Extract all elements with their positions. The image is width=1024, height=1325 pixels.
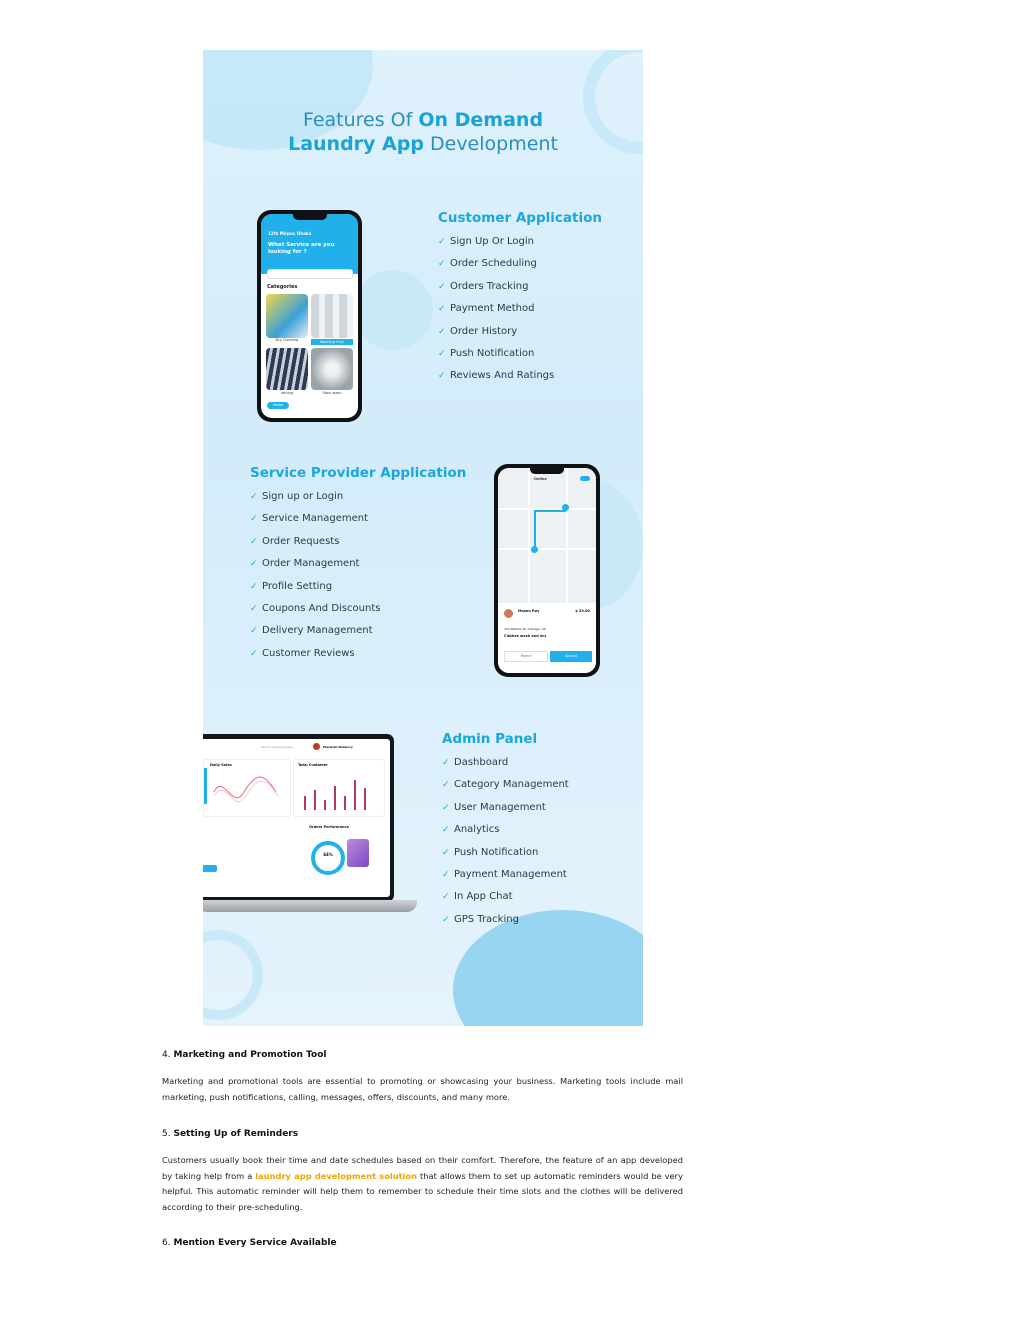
app-question: What Service are you looking for ? [268, 242, 335, 255]
search-input[interactable] [267, 269, 353, 279]
feature-item: ✓ Delivery Management [250, 620, 466, 642]
feature-item: ✓ Coupons And Discounts [250, 598, 466, 620]
check-icon: ✓ [250, 492, 258, 502]
feature-item: ✓ Analytics [442, 819, 569, 841]
feature-item: ✓ Customer Reviews [250, 643, 466, 665]
check-icon: ✓ [438, 237, 446, 247]
feature-item: ✓ Reviews And Ratings [438, 365, 602, 387]
check-icon: ✓ [250, 648, 258, 659]
feature-item: ✓ User Management [442, 797, 569, 819]
check-icon: ✓ [442, 780, 450, 791]
feature-item: ✓ GPS Tracking [442, 909, 569, 931]
customer-name: Mason Roy [518, 609, 540, 613]
feature-item: ✓ Profile Setting [250, 576, 466, 598]
customer-heading: Customer Application [438, 210, 602, 226]
feature-item: ✓ Order Requests [250, 531, 466, 553]
orders-performance-label: Orders Performance [309, 825, 349, 829]
customer-section [438, 210, 602, 388]
check-icon: ✓ [442, 758, 450, 768]
feature-item: ✓ Orders Tracking [438, 276, 602, 298]
section-heading-6: 6. Mention Every Service Available [162, 1238, 337, 1248]
pin-icon [531, 546, 538, 553]
map-view[interactable] [498, 468, 596, 603]
total-customer-label: Total Customer [298, 763, 328, 767]
avatar [504, 609, 513, 618]
order-card [498, 603, 596, 673]
check-icon: ✓ [250, 559, 258, 570]
admin-heading: Admin Panel [442, 731, 538, 747]
check-icon: ✓ [442, 870, 450, 881]
categories-label: Categories [267, 284, 298, 290]
shopping-bag-icon [347, 839, 369, 867]
order-address: 155 William St, Chicago, US [504, 627, 546, 631]
category-tile[interactable] [266, 348, 308, 390]
laptop-base [203, 900, 417, 912]
features-infographic [203, 50, 643, 1026]
location-label: 12th Mirpur, Dhaka [268, 231, 312, 236]
admin-laptop-mockup [203, 734, 394, 902]
paragraph-reminders: Customers usually book their time and date schedules based on their comfort. Therefore, the feature of an app developed by taking help from a laundry app development solution that allows them to set up automatic reminders would be very helpful. This automatic reminder will help them to remember to schedule their time slots and the clothes will be delivered according to their pre-scheduling. [162, 1155, 683, 1212]
avatar [313, 743, 320, 750]
check-icon: ✓ [250, 536, 258, 547]
accept-button[interactable]: Accept [550, 651, 592, 662]
total-customer-card [293, 759, 385, 817]
check-icon: ✓ [442, 825, 450, 836]
feature-item: ✓ Payment Management [442, 864, 569, 886]
check-icon: ✓ [250, 626, 258, 637]
tile-label: Washing Only [311, 339, 353, 345]
title-emphasis: On Demand [418, 109, 544, 131]
section-heading-4: 4. Marketing and Promotion Tool [162, 1050, 327, 1060]
title-text: Features Of [302, 109, 419, 131]
category-tile[interactable] [311, 348, 353, 390]
feature-item: ✓ Payment Method [438, 298, 602, 320]
paragraph-marketing: Marketing and promotional tools are essential to promoting or showcasing your business. Marketing tools include mail marketing, push notifications, calling, messages, offers, discounts, and many more. [162, 1076, 683, 1102]
action-button[interactable] [203, 865, 217, 872]
tile-label: Ironing [280, 391, 294, 395]
search-input[interactable]: Search anything here [261, 745, 294, 749]
title-emphasis: Laundry App [288, 133, 424, 155]
infographic-title [203, 108, 643, 156]
order-item: Clothes wash and dry [504, 634, 547, 638]
check-icon: ✓ [438, 259, 446, 270]
feature-item: ✓ Order Management [250, 553, 466, 575]
online-toggle[interactable] [580, 476, 590, 481]
daily-sales-label: Daily Sales [210, 763, 232, 767]
bg-blob [353, 270, 433, 350]
provider-section [250, 465, 466, 665]
check-icon: ✓ [250, 514, 258, 525]
section-heading-5: 5. Setting Up of Reminders [162, 1129, 299, 1139]
performance-percent: 64% [323, 852, 333, 857]
feature-item: ✓ Order History [438, 321, 602, 343]
feature-item: ✓ Dashboard [442, 752, 569, 774]
category-tile[interactable] [266, 294, 308, 338]
feature-item: ✓ Category Management [442, 774, 569, 796]
tile-label: Dry Cleaning [275, 338, 299, 342]
status-label: Online [534, 477, 547, 481]
check-icon: ✓ [250, 581, 258, 592]
admin-section [442, 731, 569, 931]
order-price: $ 29.00 [575, 609, 590, 613]
laundry-solution-link[interactable]: laundry app development solution [255, 1170, 418, 1181]
check-icon: ✓ [438, 349, 446, 360]
performance-donut [311, 841, 345, 875]
check-icon: ✓ [442, 847, 450, 858]
feature-item: ✓ In App Chat [442, 886, 569, 908]
sales-wave-chart [204, 772, 290, 812]
feature-item: ✓ Service Management [250, 508, 466, 530]
bg-ring [203, 930, 263, 1020]
check-icon: ✓ [250, 604, 258, 615]
pin-icon [562, 504, 569, 511]
feature-item: ✓ Push Notification [442, 842, 569, 864]
check-icon: ✓ [438, 326, 446, 337]
check-icon: ✓ [442, 802, 450, 813]
provider-phone-mockup [494, 464, 600, 677]
feature-item: ✓ Push Notification [438, 343, 602, 365]
feature-item: ✓ Order Scheduling [438, 253, 602, 275]
check-icon: ✓ [438, 371, 446, 382]
feature-item: ✓ Sign up or Login [250, 486, 466, 508]
check-icon: ✓ [438, 281, 446, 292]
provider-heading: Service Provider Application [250, 465, 467, 481]
nav-home-button[interactable]: Home [267, 402, 289, 409]
check-icon: ✓ [442, 914, 450, 925]
check-icon: ✓ [442, 892, 450, 903]
category-tile[interactable] [311, 294, 353, 338]
customer-phone-mockup [257, 210, 362, 422]
daily-sales-card [203, 759, 291, 817]
check-icon: ✓ [438, 304, 446, 315]
feature-item: ✓ Sign Up Or Login [438, 231, 602, 253]
reject-button[interactable]: Reject [504, 651, 548, 662]
admin-user-name: Marshall Nobbery [323, 745, 353, 749]
tile-label: Stain wash [322, 391, 342, 395]
title-text: Development [423, 133, 558, 155]
